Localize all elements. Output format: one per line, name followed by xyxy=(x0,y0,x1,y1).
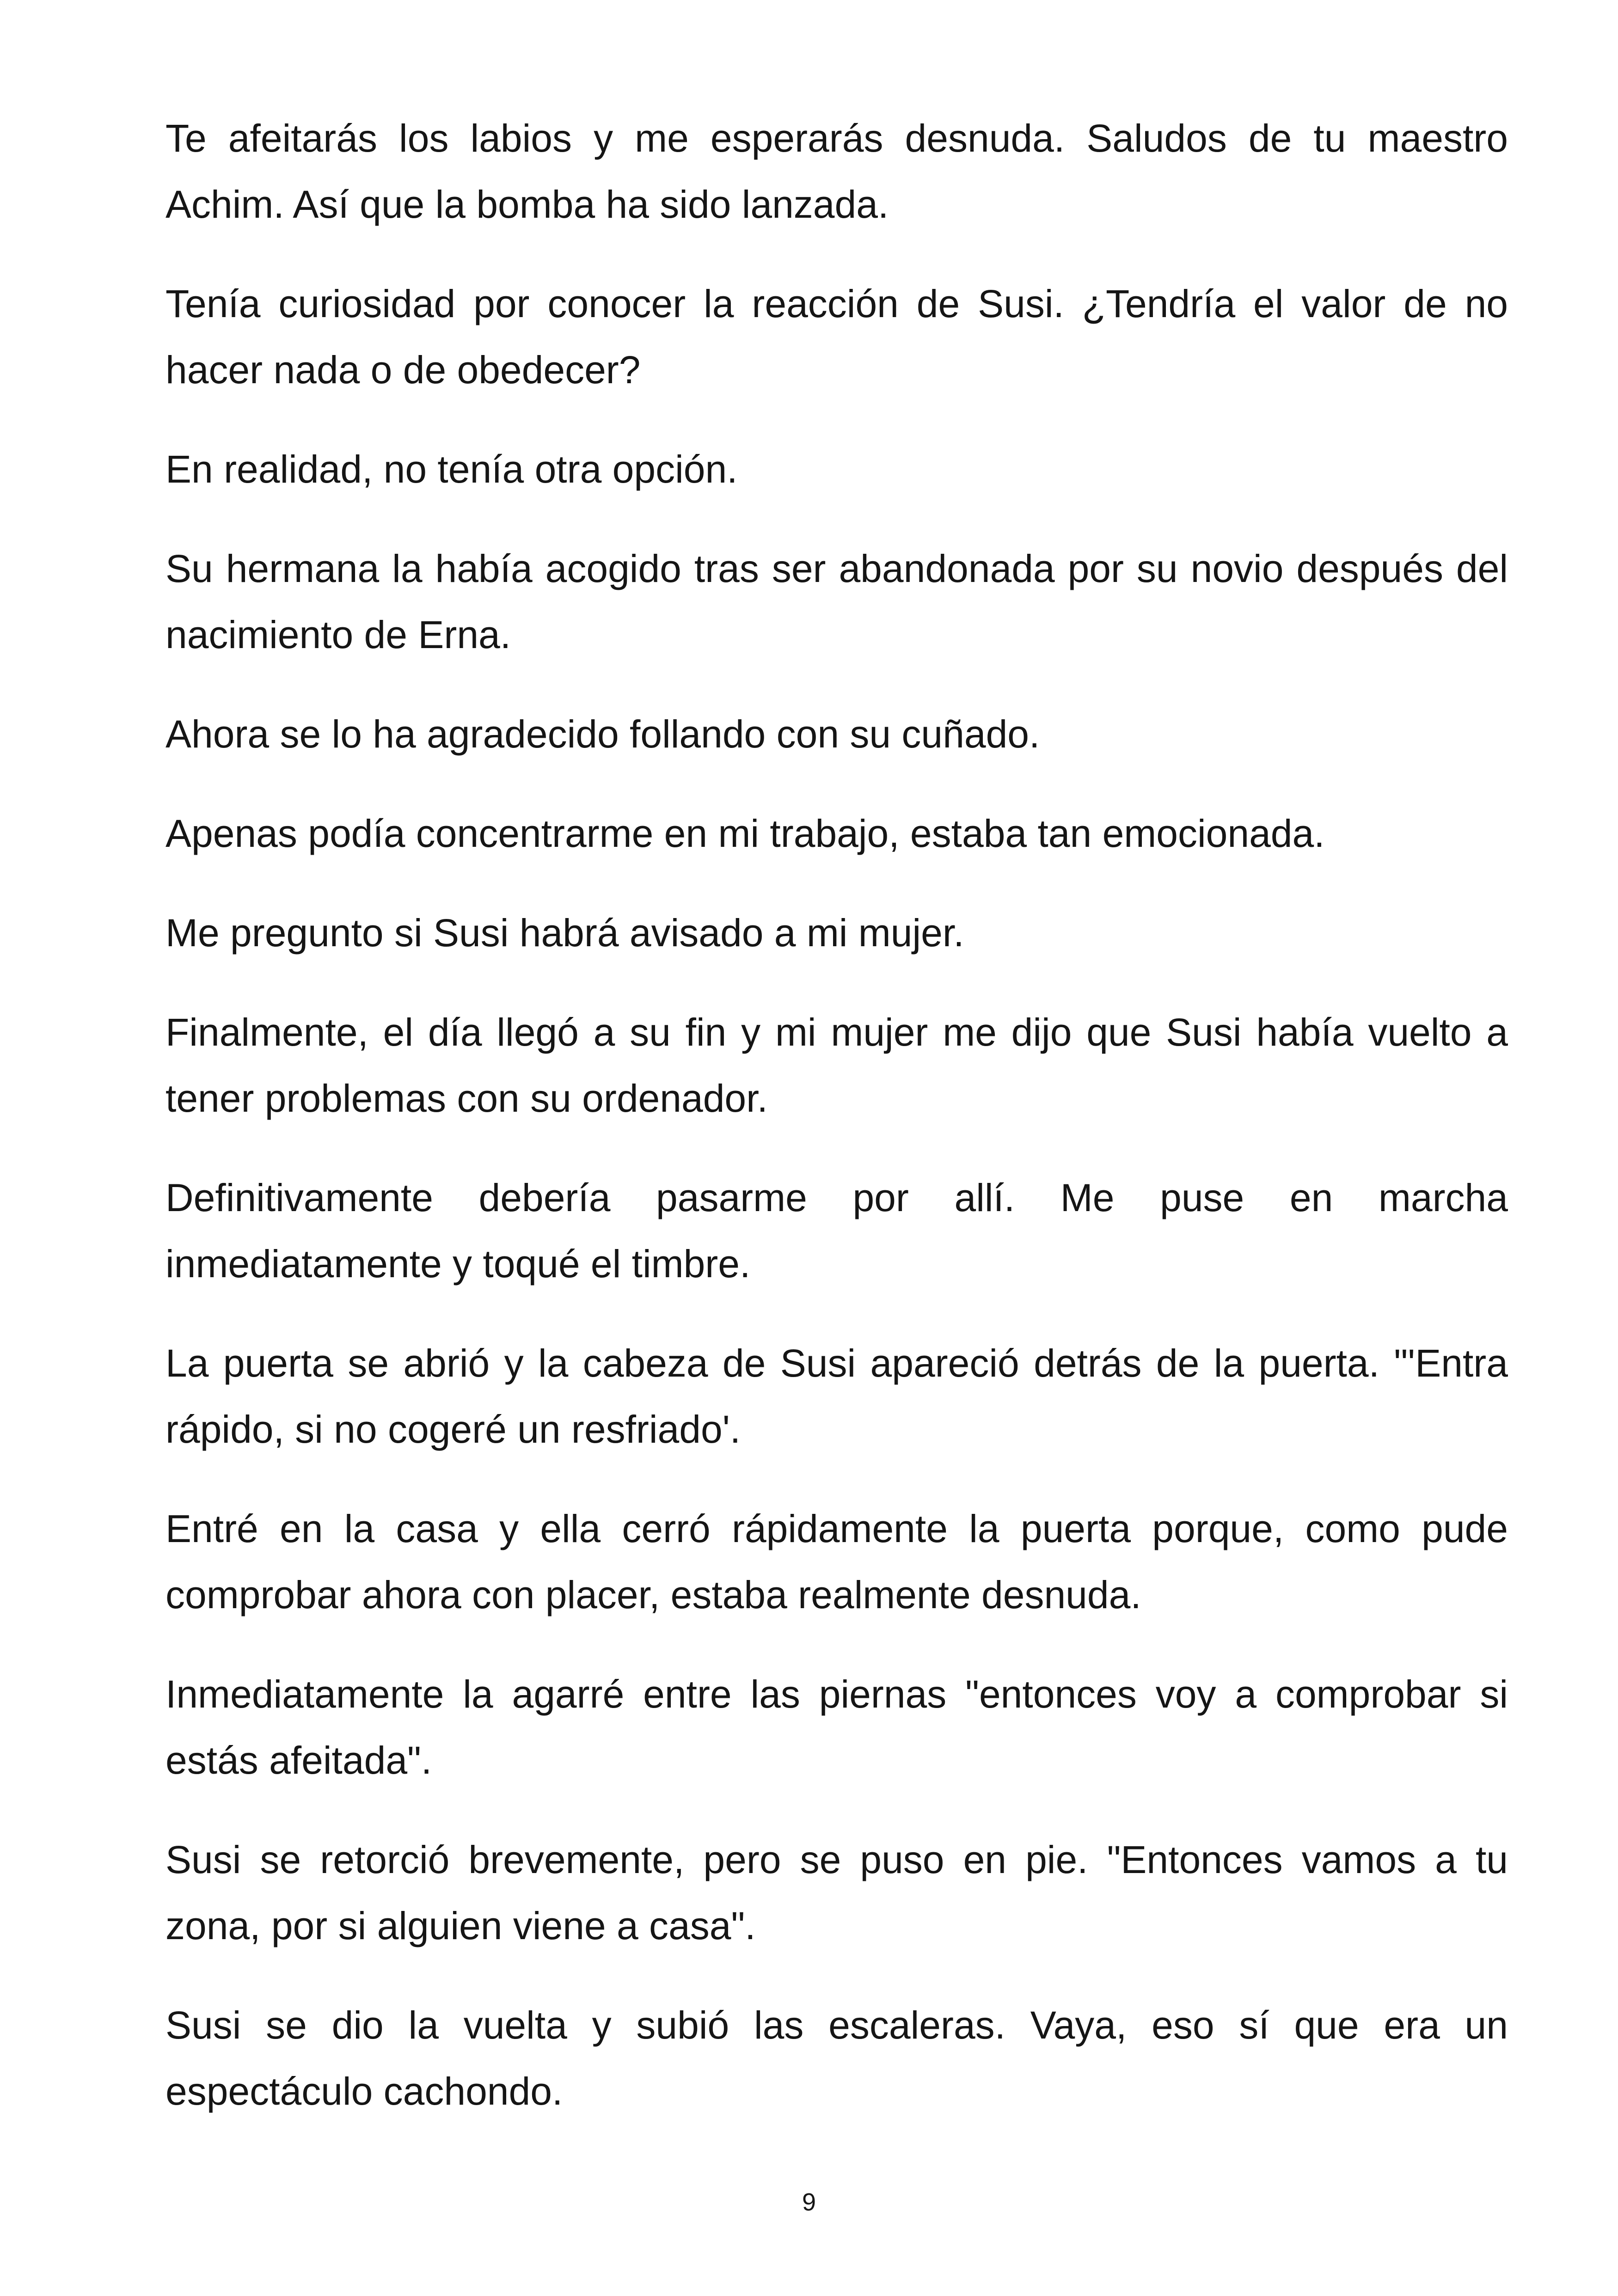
paragraph: Me pregunto si Susi habrá avisado a mi mujer. xyxy=(165,911,964,955)
paragraph: Tenía curiosidad por conocer la reacción de Susi. ¿Tendría el valor de no hacer nada o de obedecer? xyxy=(165,282,1508,392)
paragraph: Apenas podía concentrarme en mi trabajo, estaba tan emocionada. xyxy=(165,812,1325,855)
paragraph: Finalmente, el día llegó a su fin y mi mujer me dijo que Susi había vuelto a tener problemas con su ordenador. xyxy=(165,1010,1508,1120)
paragraph: Susi se dio la vuelta y subió las escaleras. Vaya, eso sí que era un espectáculo cachondo. xyxy=(165,2003,1508,2113)
paragraph: Definitivamente debería pasarme por allí. Me puse en marcha inmediatamente y toqué el timbre. xyxy=(165,1176,1508,1286)
paragraph: La puerta se abrió y la cabeza de Susi apareció detrás de la puerta. "'Entra rápido, si no cogeré un resfriado'. xyxy=(165,1341,1508,1451)
paragraph: En realidad, no tenía otra opción. xyxy=(165,447,738,491)
paragraph: Entré en la casa y ella cerró rápidamente la puerta porque, como pude comprobar ahora con placer, estaba realmente desnuda. xyxy=(165,1507,1508,1616)
text-body xyxy=(165,105,1508,2158)
paragraph: Ahora se lo ha agradecido follando con su cuñado. xyxy=(165,712,1040,756)
paragraph: Su hermana la había acogido tras ser abandonada por su novio después del nacimiento de Erna. xyxy=(165,547,1508,656)
paragraph: Inmediatamente la agarré entre las piernas "entonces voy a comprobar si estás afeitada". xyxy=(165,1672,1508,1782)
page-number: 9 xyxy=(802,2188,816,2216)
paragraph: Te afeitarás los labios y me esperarás desnuda. Saludos de tu maestro Achim. Así que la bomba ha sido lanzada. xyxy=(165,116,1508,226)
paragraph: Susi se retorció brevemente, pero se puso en pie. "Entonces vamos a tu zona, por si alguien viene a casa". xyxy=(165,1838,1508,1947)
